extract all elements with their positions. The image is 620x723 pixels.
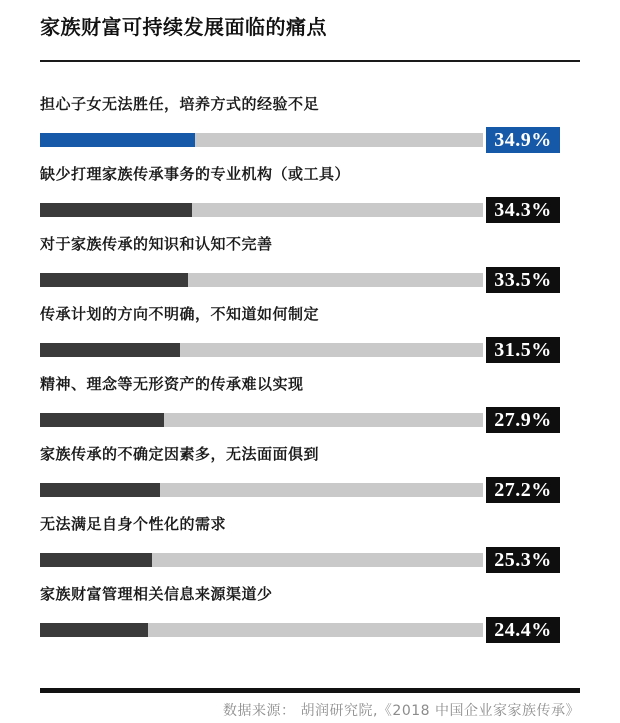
chart-row [40,164,580,234]
bar-track [40,273,483,287]
bar-fill [40,413,164,427]
category-label: 家族传承的不确定因素多，无法面面俱到 [40,445,320,463]
bar-fill [40,343,180,357]
value-badge: 27.2% [486,477,560,503]
category-label: 无法满足自身个性化的需求 [40,515,227,533]
page-title: 家族财富可持续发展面临的痛点 [40,15,327,39]
bar-line [40,407,580,433]
bar-track [40,343,483,357]
bar-line [40,477,580,503]
bar-fill [40,623,148,637]
bar-track [40,413,483,427]
value-badge: 25.3% [486,547,560,573]
bar-line [40,197,580,223]
title-divider [40,60,580,62]
bar-fill [40,273,188,287]
bar-line [40,337,580,363]
value-badge: 31.5% [486,337,560,363]
bar-line [40,267,580,293]
chart-row [40,94,580,164]
value-badge: 24.4% [486,617,560,643]
bar-line [40,617,580,643]
bar-track [40,203,483,217]
bar-track [40,483,483,497]
chart-row [40,304,580,374]
value-badge: 34.3% [486,197,560,223]
chart-row [40,584,580,654]
value-badge: 33.5% [486,267,560,293]
bar-fill [40,553,152,567]
footer-divider [40,688,580,693]
bar-line [40,127,580,153]
bar-track [40,553,483,567]
chart-row [40,374,580,444]
data-source-note: 数据来源： 胡润研究院,《2018 中国企业家家族传承》 [223,703,580,719]
category-label: 精神、理念等无形资产的传承难以实现 [40,375,304,393]
chart-row [40,234,580,304]
bar-fill [40,133,195,147]
category-label: 担心子女无法胜任，培养方式的经验不足 [40,95,320,113]
category-label: 传承计划的方向不明确，不知道如何制定 [40,305,320,323]
bar-chart [40,94,580,654]
value-badge: 34.9% [486,127,560,153]
category-label: 对于家族传承的知识和认知不完善 [40,235,273,253]
bar-fill [40,203,192,217]
bar-fill [40,483,160,497]
category-label: 家族财富管理相关信息来源渠道少 [40,585,273,603]
bar-track [40,623,483,637]
bar-track [40,133,483,147]
value-badge: 27.9% [486,407,560,433]
category-label: 缺少打理家族传承事务的专业机构（或工具） [40,165,351,183]
chart-row [40,514,580,584]
chart-row [40,444,580,514]
bar-line [40,547,580,573]
